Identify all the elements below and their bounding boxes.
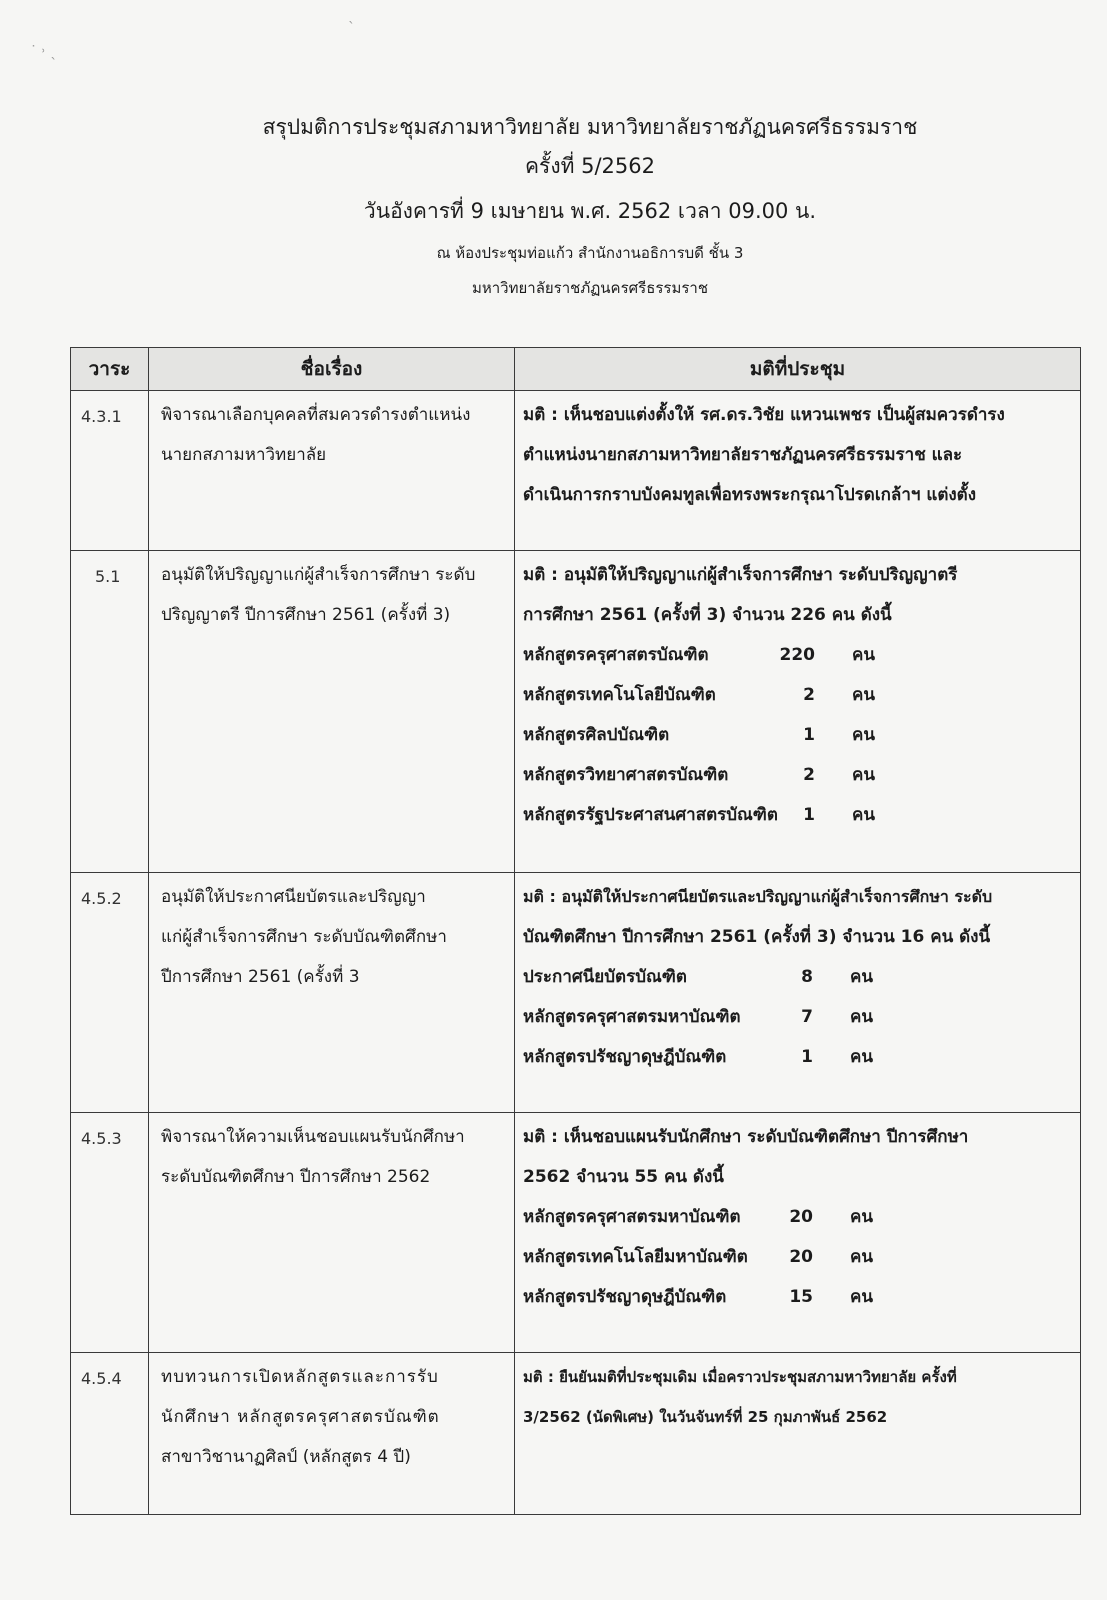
subject-cell <box>149 391 515 551</box>
subject-cell <box>149 551 515 873</box>
subject-line: สาขาวิชานาฏศิลป์ (หลักสูตร 4 ปี) <box>161 1447 411 1467</box>
program-name: หลักสูตรวิทยาศาสตรบัณฑิต <box>523 765 729 785</box>
meeting-datetime: วันอังคารที่ 9 เมษายน พ.ศ. 2562 เวลา 09.00 น. <box>363 199 817 223</box>
program-count: 1 <box>801 1047 813 1067</box>
header-agenda: วาระ <box>71 348 149 391</box>
resolution-cell <box>515 391 1081 551</box>
table-header-row <box>71 348 1081 391</box>
resolution-line: 2562 จำนวน 55 คน ดังนี้ <box>523 1167 724 1187</box>
subject-line: ปีการศึกษา 2561 (ครั้งที่ 3 <box>161 967 360 987</box>
agenda-number: 4.5.2 <box>71 873 149 1113</box>
program-name: หลักสูตรครุศาสตรมหาบัณฑิต <box>523 1007 741 1027</box>
resolution-line: มติ : อนุมัติให้ประกาศนียบัตรและปริญญาแก่ผู้สำเร็จการศึกษา ระดับ <box>523 887 993 906</box>
program-count: 20 <box>789 1247 813 1267</box>
resolution-cell <box>515 1353 1081 1515</box>
resolution-line: มติ : เห็นชอบแผนรับนักศึกษา ระดับบัณฑิตศึกษา ปีการศึกษา <box>523 1127 969 1147</box>
subject-line: ระดับบัณฑิตศึกษา ปีการศึกษา 2562 <box>161 1167 431 1187</box>
program-unit: คน <box>850 1207 873 1227</box>
program-count: 1 <box>803 725 815 745</box>
program-count: 20 <box>789 1207 813 1227</box>
program-item <box>523 795 1072 835</box>
program-item <box>523 635 1072 675</box>
resolution-line: มติ : เห็นชอบแต่งตั้งให้ รศ.ดร.วิชัย แหวนเพชร เป็นผู้สมควรดำรง <box>523 405 1005 425</box>
subject-line: นายกสภามหาวิทยาลัย <box>161 445 327 465</box>
university-name: มหาวิทยาลัยราชภัฏนครศรีธรรมราช <box>471 279 709 297</box>
subject-line: พิจารณาเลือกบุคคลที่สมควรดำรงตำแหน่ง <box>161 405 471 425</box>
program-unit: คน <box>852 725 875 745</box>
subject-line: ปริญญาตรี ปีการศึกษา 2561 (ครั้งที่ 3) <box>161 605 451 625</box>
resolution-line: การศึกษา 2561 (ครั้งที่ 3) จำนวน 226 คน ดังนี้ <box>523 605 892 625</box>
resolution-cell <box>515 873 1081 1113</box>
resolution-line: ตำแหน่งนายกสภามหาวิทยาลัยราชภัฏนครศรีธรรมราช และ <box>523 445 963 465</box>
program-unit: คน <box>850 967 873 987</box>
resolution-line: ดำเนินการกราบบังคมทูลเพื่อทรงพระกรุณาโปรดเกล้าฯ แต่งตั้ง <box>523 485 976 505</box>
program-unit: คน <box>850 1047 873 1067</box>
resolution-line: มติ : ยืนยันมติที่ประชุมเดิม เมื่อคราวประชุมสภามหาวิทยาลัย ครั้งที่ <box>523 1368 957 1386</box>
table-row <box>71 1113 1081 1353</box>
document-title: สรุปมติการประชุมสภามหาวิทยาลัย มหาวิทยาลัยราชภัฏนครศรีธรรมราช <box>262 115 918 139</box>
program-count: 8 <box>801 967 813 987</box>
header-resolution: มติที่ประชุม <box>515 348 1081 391</box>
program-name: หลักสูตรเทคโนโลยีบัณฑิต <box>523 685 716 705</box>
scan-speck: ˎ <box>348 8 355 24</box>
program-name: หลักสูตรปรัชญาดุษฎีบัณฑิต <box>523 1287 727 1307</box>
program-name: หลักสูตรเทคโนโลยีมหาบัณฑิต <box>523 1247 748 1267</box>
program-item <box>523 957 1072 997</box>
subject-cell <box>149 873 515 1113</box>
resolution-line: บัณฑิตศึกษา ปีการศึกษา 2561 (ครั้งที่ 3) จำนวน 16 คน ดังนี้ <box>523 927 991 947</box>
program-item <box>523 997 1072 1037</box>
document-header <box>0 108 1107 306</box>
table-row <box>71 1353 1081 1515</box>
minutes-table <box>70 347 1081 1515</box>
meeting-session: ครั้งที่ 5/2562 <box>525 154 655 178</box>
table-row <box>71 551 1081 873</box>
resolution-cell <box>515 551 1081 873</box>
program-item <box>523 755 1072 795</box>
program-unit: คน <box>850 1007 873 1027</box>
program-item <box>523 1197 1072 1237</box>
scan-speck: ˙ ˒ ˎ <box>30 44 58 60</box>
program-name: หลักสูตรศิลปบัณฑิต <box>523 725 670 745</box>
agenda-number: 4.5.3 <box>71 1113 149 1353</box>
agenda-number: 5.1 <box>71 551 149 873</box>
program-unit: คน <box>850 1287 873 1307</box>
program-name: หลักสูตรปรัชญาดุษฎีบัณฑิต <box>523 1047 727 1067</box>
resolution-line: มติ : อนุมัติให้ปริญญาแก่ผู้สำเร็จการศึกษา ระดับปริญญาตรี <box>523 565 958 585</box>
resolution-line: 3/2562 (นัดพิเศษ) ในวันจันทร์ที่ 25 กุมภาพันธ์ 2562 <box>523 1408 888 1426</box>
program-unit: คน <box>852 645 875 665</box>
subject-cell <box>149 1353 515 1515</box>
program-count: 7 <box>801 1007 813 1027</box>
subject-line: อนุมัติให้ปริญญาแก่ผู้สำเร็จการศึกษา ระดับ <box>161 565 476 585</box>
table-row <box>71 391 1081 551</box>
agenda-number: 4.3.1 <box>71 391 149 551</box>
agenda-number: 4.5.4 <box>71 1353 149 1515</box>
program-unit: คน <box>852 765 875 785</box>
subject-line: แก่ผู้สำเร็จการศึกษา ระดับบัณฑิตศึกษา <box>161 927 447 947</box>
program-item <box>523 1277 1072 1317</box>
program-count: 220 <box>779 645 815 665</box>
program-unit: คน <box>850 1247 873 1267</box>
program-unit: คน <box>852 805 875 825</box>
subject-line: นักศึกษา หลักสูตรครุศาสตรบัณฑิต <box>161 1407 440 1427</box>
program-item <box>523 675 1072 715</box>
program-count: 15 <box>789 1287 813 1307</box>
meeting-venue: ณ ห้องประชุมท่อแก้ว สำนักงานอธิการบดี ชั้น 3 <box>436 244 744 262</box>
program-name: ประกาศนียบัตรบัณฑิต <box>523 967 687 987</box>
program-item <box>523 1237 1072 1277</box>
resolution-cell <box>515 1113 1081 1353</box>
program-item <box>523 1037 1072 1077</box>
program-name: หลักสูตรครุศาสตรบัณฑิต <box>523 645 709 665</box>
table-row <box>71 873 1081 1113</box>
program-name: หลักสูตรครุศาสตรมหาบัณฑิต <box>523 1207 741 1227</box>
program-count: 2 <box>803 685 815 705</box>
program-item <box>523 715 1072 755</box>
program-count: 1 <box>803 805 815 825</box>
program-unit: คน <box>852 685 875 705</box>
subject-cell <box>149 1113 515 1353</box>
subject-line: พิจารณาให้ความเห็นชอบแผนรับนักศึกษา <box>161 1127 465 1147</box>
subject-line: อนุมัติให้ประกาศนียบัตรและปริญญา <box>161 887 426 907</box>
subject-line: ทบทวนการเปิดหลักสูตรและการรับ <box>161 1367 439 1387</box>
program-count: 2 <box>803 765 815 785</box>
program-name: หลักสูตรรัฐประศาสนศาสตรบัณฑิต <box>523 805 778 825</box>
header-subject: ชื่อเรื่อง <box>149 348 515 391</box>
